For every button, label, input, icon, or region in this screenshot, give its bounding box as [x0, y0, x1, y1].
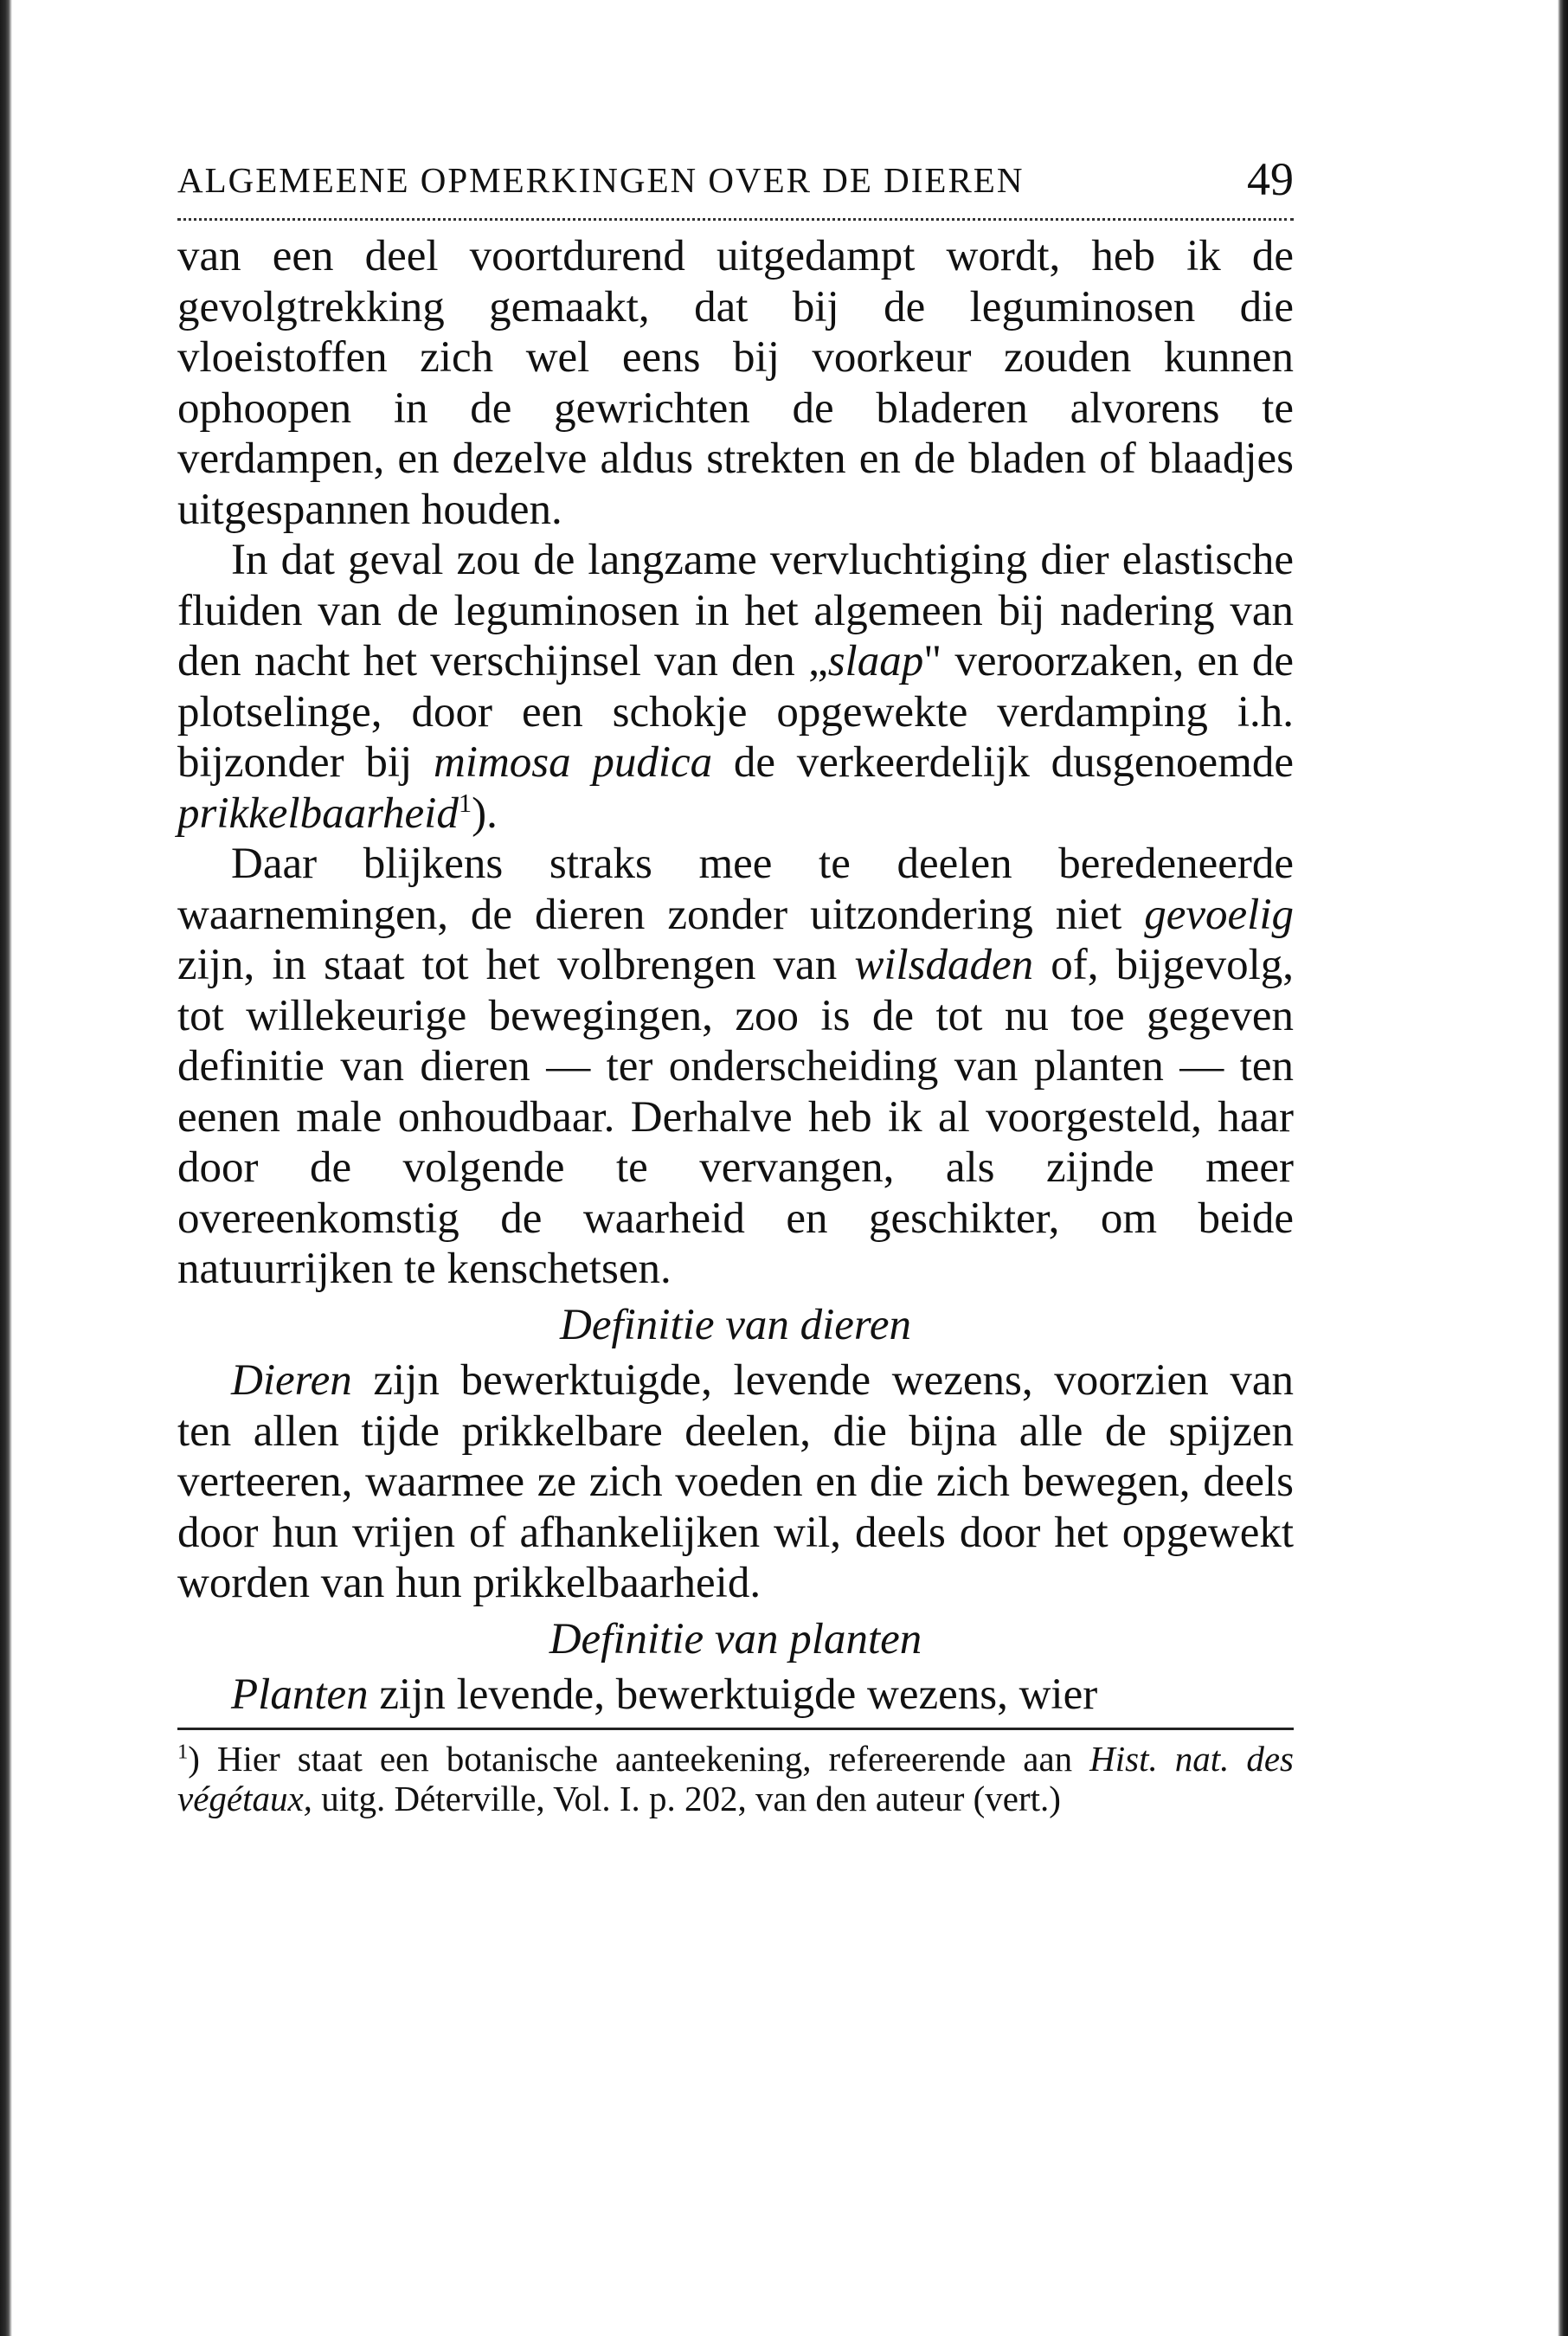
paragraph-3-part1: Daar blijkens straks mee te deelen beredeneerde waarnemingen, de dieren zonder uitzondering niet: [177, 840, 1294, 939]
paragraph-2-part3: de verkeerdelijk dusgenoemde: [712, 738, 1294, 787]
heading-definitie-dieren: Definitie van dieren: [560, 1300, 911, 1349]
scan-edge-left: [0, 0, 12, 2336]
paragraph-2-part4: ).: [472, 788, 498, 838]
paragraph-5-rest: zijn levende, bewerktuigde wezens, wier: [368, 1670, 1098, 1719]
footnote-rule: [177, 1728, 1294, 1730]
body-text: [177, 231, 1294, 1721]
paragraph-2-prikkel: prikkelbaarheid: [177, 788, 459, 838]
paragraph-3: [177, 839, 1294, 1295]
paragraph-2-slaap: slaap: [827, 637, 924, 685]
paragraph-1: van een deel voortdurend uitgedampt wordt, heb ik de gevolgtrekking gemaakt, dat bij de leguminosen die vloeistoffen zich wel eens bij voorkeur zouden kunnen ophoopen in de gewrichten de bladeren alvorens te verdampen, en dezelve aldus strekten en de bladen of blaadjes uitgespannen houden.: [177, 232, 1294, 534]
paragraph-3-part3: of, bijgevolg, tot willekeurige bewegingen, zoo is de tot nu toe gegeven definitie van dieren — ter onderscheiding van planten — ten eenen male onhoudbaar. Derhalve heb ik al voorgesteld, haar door de volgende te vervangen, als zijnde meer overeenkomstig de waarheid en geschikter, om beide natuurrijken te kenschetsen.: [177, 941, 1294, 1293]
paragraph-4-dieren: Dieren: [231, 1356, 352, 1405]
book-page: [177, 145, 1294, 1818]
paragraph-4-rest: zijn bewerktuigde, levende wezens, voorzien van ten allen tijde prikkelbare deelen, die bijna alle de spijzen verteeren, waarmee ze zich voeden en die zich bewegen, deels door hun vrijen of afhankelijken wil, deels door het opgewekt worden van hun prikkelbaarheid.: [177, 1356, 1294, 1607]
running-head: [177, 145, 1294, 221]
running-head-title: ALGEMEENE OPMERKINGEN OVER DE DIEREN: [177, 160, 1025, 200]
footnote-part1: ) Hier staat een botanische aanteekening, refereerende aan: [188, 1738, 1090, 1779]
paragraph-3-part2: zijn, in staat tot het volbrengen van: [177, 941, 855, 989]
paragraph-5-planten: Planten: [231, 1670, 369, 1719]
footnote-reference: 1: [458, 788, 472, 818]
paragraph-2-mimosa: mimosa pudica: [433, 738, 713, 787]
paragraph-2-part2: " veroorzaken, en de plotselinge, door een schokje opgewekte verdamping i.h. bijzonder bij: [177, 637, 1294, 787]
page-number: 49: [1247, 153, 1294, 205]
paragraph-4: [177, 1355, 1294, 1609]
paragraph-3-gevoelig: gevoelig: [1144, 890, 1294, 939]
scan-edge-right: [1558, 0, 1568, 2336]
paragraph-2: [177, 535, 1294, 839]
footnote-part2: uitg. Déterville, Vol. I. p. 202, van den auteur (vert.): [312, 1778, 1061, 1818]
paragraph-5: [177, 1670, 1294, 1721]
paragraph-2-part1: In dat geval zou de langzame vervluchtiging dier elastische fluiden van de leguminosen in het algemeen bij nadering van den nacht het verschijnsel van den „: [177, 536, 1294, 685]
paragraph-3-wilsdaden: wilsdaden: [854, 941, 1034, 989]
heading-definitie-planten: Definitie van planten: [549, 1614, 922, 1664]
footnote-mark: 1: [177, 1739, 189, 1763]
footnote-hist: Hist. nat. des végétaux,: [177, 1738, 1294, 1818]
footnote: [177, 1739, 1294, 1818]
